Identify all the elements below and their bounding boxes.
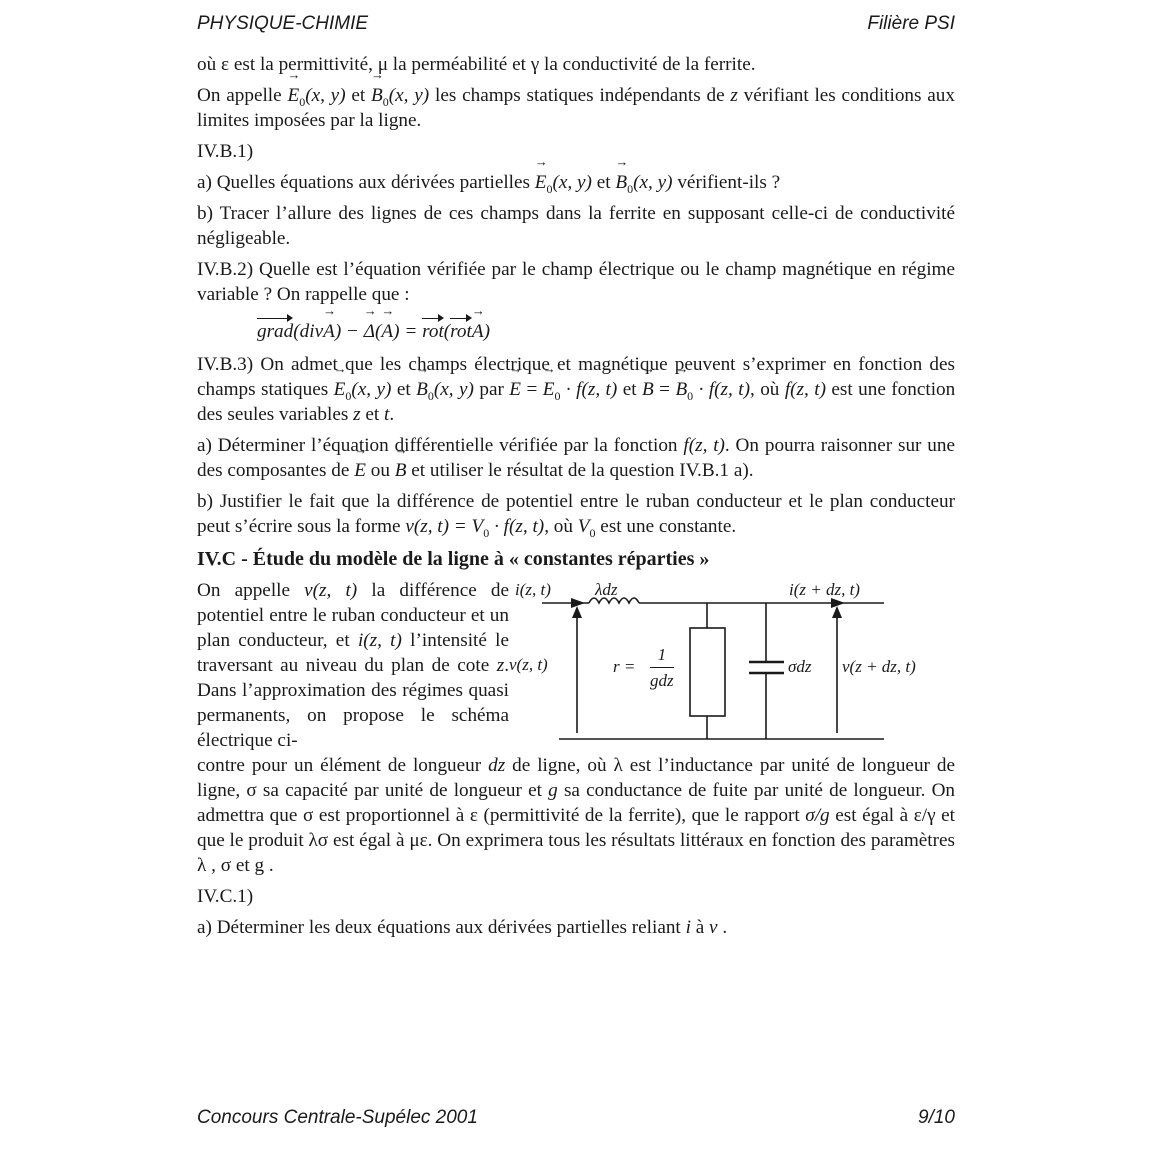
question-IVC1-a: a) Déterminer les deux équations aux dérivées partielles reliant i à v . bbox=[197, 917, 728, 938]
running-header-right: Filière PSI bbox=[867, 13, 955, 34]
section-title-IVC: IV.C - Étude du modèle de la ligne à « constantes réparties » bbox=[197, 548, 710, 570]
label-r-equals: r = bbox=[613, 657, 636, 676]
formula-rot-rot: grad(div→ A) − → Δ(→ A) = rot(rot→ A) bbox=[197, 319, 955, 344]
fraction-r: 1 gdz bbox=[650, 642, 674, 693]
section-IVC-wrap bbox=[197, 578, 955, 753]
intro-paragraph-1: où ε est la permittivité, μ la perméabilité et γ la conductivité de la ferrite. bbox=[197, 54, 756, 75]
label-sigma-dz: σdz bbox=[788, 657, 812, 676]
question-label-IVC1: IV.C.1) bbox=[197, 886, 254, 907]
question-label-IVB1: IV.B.1) bbox=[197, 141, 254, 162]
voltage-arrow-left bbox=[572, 606, 582, 618]
resistor bbox=[690, 628, 725, 716]
question-IVB3: IV.B.3) On admet que les champs électrique et magnétique peuvent s’exprimer en fonction des champs statiques → $E_0(x$, y) et → $B_0(x$, y) par → E = → $E_0 \cdot f(z$, t) et → B = → $B_0 \cdot f(z$, t), où f(z, t) est une fonction des seules variables z et t. bbox=[197, 352, 955, 427]
label-v-left: v(z, t) bbox=[509, 655, 548, 674]
section-IVC-continuation: contre pour un élément de longueur dz de ligne, où λ est l’inductance par unité de longueur de ligne, σ sa capacité par unité de longueur et g sa conductance de fuite par unité de longueur. On admettra que σ est proportionnel à ε (permittivité de la ferrite), que le rapport σ/g est égal à ε/γ et que le produit λσ est égal à με. On exprimera tous les résultats littéraux en fonction des paramètres λ , σ et g . bbox=[197, 755, 956, 876]
intro-paragraph-2: On appelle → $E_0(x$, y) et → $B_0(x$, y) les champs statiques indépendants de z vérifiant les conditions aux limites imposées par la ligne. bbox=[197, 83, 955, 133]
section-IVC-intro-text: On appelle v(z, t) la différence de potentiel entre le ruban conducteur et un plan conducteur, et i(z, t) l’intensité le traversant au niveau du plan de cote z. Dans l’approximation des régimes quasi permanents, on propose le schéma électrique ci- bbox=[197, 580, 510, 751]
page-body bbox=[197, 52, 955, 946]
label-i-left: i(z, t) bbox=[515, 580, 551, 599]
voltage-arrow-right bbox=[832, 606, 842, 618]
question-IVB1-a: a) Quelles équations aux dérivées partielles → $E_0(x$, y) et → $B_0(x$, y) vérifient-ils ? bbox=[197, 170, 955, 195]
question-IVB3-b: b) Justifier le fait que la différence de potentiel entre le ruban conducteur et le plan conducteur peut s’écrire sous la forme v(z, $t) = V_0 \cdot f(z$, t), où $V_0$ est une constante. bbox=[197, 491, 955, 540]
question-IVB1-b: b) Tracer l’allure des lignes de ces champs dans la ferrite en supposant celle-ci de conductivité négligeable. bbox=[197, 203, 955, 249]
circuit-diagram bbox=[509, 578, 955, 753]
label-lambda-dz: λdz bbox=[595, 580, 618, 599]
running-header-left: PHYSIQUE-CHIMIE bbox=[197, 13, 369, 34]
question-IVB3-a: a) Déterminer l’équation différentielle vérifiée par la fonction f(z, t). On pourra raisonner sur une des composantes de → E ou → B et utiliser le résultat de la question IV.B.1 a). bbox=[197, 433, 955, 483]
label-v-right: v(z + dz, t) bbox=[842, 657, 916, 676]
running-footer-left: Concours Centrale-Supélec 2001 bbox=[197, 1107, 478, 1128]
label-i-right: i(z + dz, t) bbox=[789, 580, 860, 599]
question-IVB2: IV.B.2) Quelle est l’équation vérifiée par le champ électrique ou le champ magnétique en régime variable ? On rappelle que : bbox=[197, 259, 955, 305]
current-arrow-left bbox=[571, 598, 585, 608]
page-number: 9/10 bbox=[918, 1107, 955, 1128]
